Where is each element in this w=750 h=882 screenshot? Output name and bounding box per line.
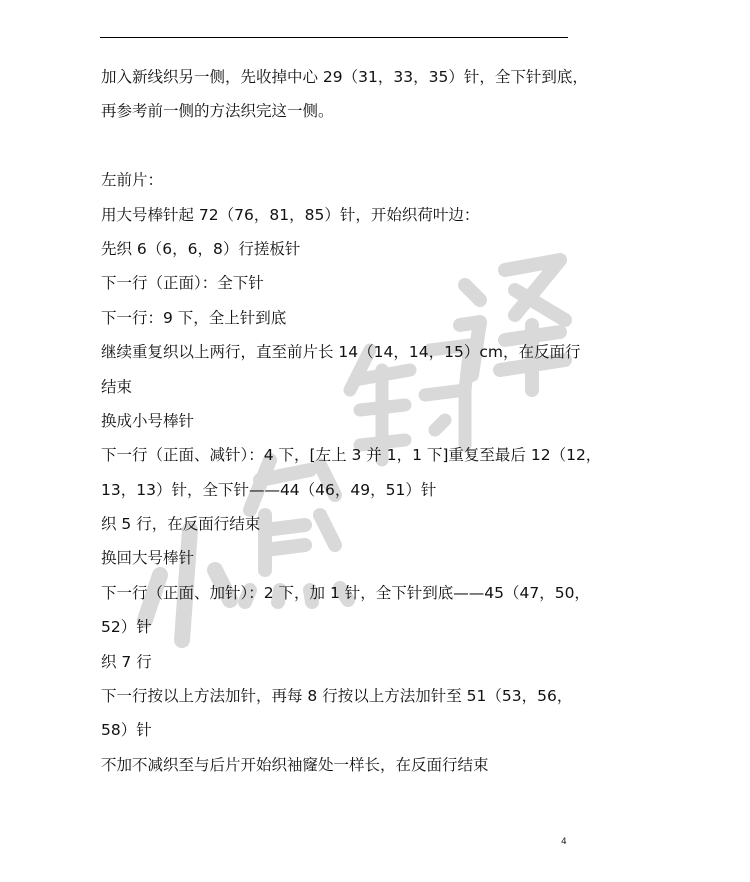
paragraph-line: 再参考前一侧的方法织完这一侧。 xyxy=(101,102,334,121)
paragraph-line: 加入新线织另一侧，先收掉中心 29（31，33，35）针，全下针到底， xyxy=(101,68,588,86)
paragraph-line: 58）针 xyxy=(101,721,152,740)
paragraph-line: 下一行（正面）：全下针 xyxy=(101,274,264,293)
paragraph-line: 下一行（正面、加针）：2 下，加 1 针，全下针到底——45（47，50， xyxy=(101,583,590,602)
page-number: 4 xyxy=(561,837,567,847)
paragraph-line: 下一行按以上方法加针，再每 8 行按以上方法加针至 51（53，56， xyxy=(101,687,573,706)
header-rule xyxy=(100,37,568,38)
paragraph-line: 结束 xyxy=(101,377,133,396)
paragraph-line: 织 5 行，在反面行结束 xyxy=(101,515,261,534)
paragraph-line: 换回大号棒针 xyxy=(101,549,195,568)
document-body xyxy=(101,60,602,782)
paragraph-line: 织 7 行 xyxy=(101,652,152,671)
paragraph-line: 继续重复织以上两行，直至前片长 14（14，14，15）cm，在反面行 xyxy=(101,343,581,362)
blank-line xyxy=(101,129,581,163)
section-heading: 左前片： xyxy=(101,171,164,190)
paragraph-line: 不加不减织至与后片开始织袖窿处一样长，在反面行结束 xyxy=(101,755,489,774)
paragraph-line: 13，13）针，全下针——44（46，49，51）针 xyxy=(101,480,437,499)
paragraph-line: 先织 6（6，6，8）行搓板针 xyxy=(101,239,301,258)
paragraph-line: 下一行（正面、减针）：4 下，[左上 3 并 1，1 下]重复至最后 12（12， xyxy=(101,446,602,465)
paragraph-line: 用大号棒针起 72（76，81，85）针，开始织荷叶边： xyxy=(101,205,480,224)
paragraph-line: 52）针 xyxy=(101,618,152,637)
paragraph-line: 下一行：9 下，全上针到底 xyxy=(101,308,287,327)
paragraph-line: 换成小号棒针 xyxy=(101,411,195,430)
